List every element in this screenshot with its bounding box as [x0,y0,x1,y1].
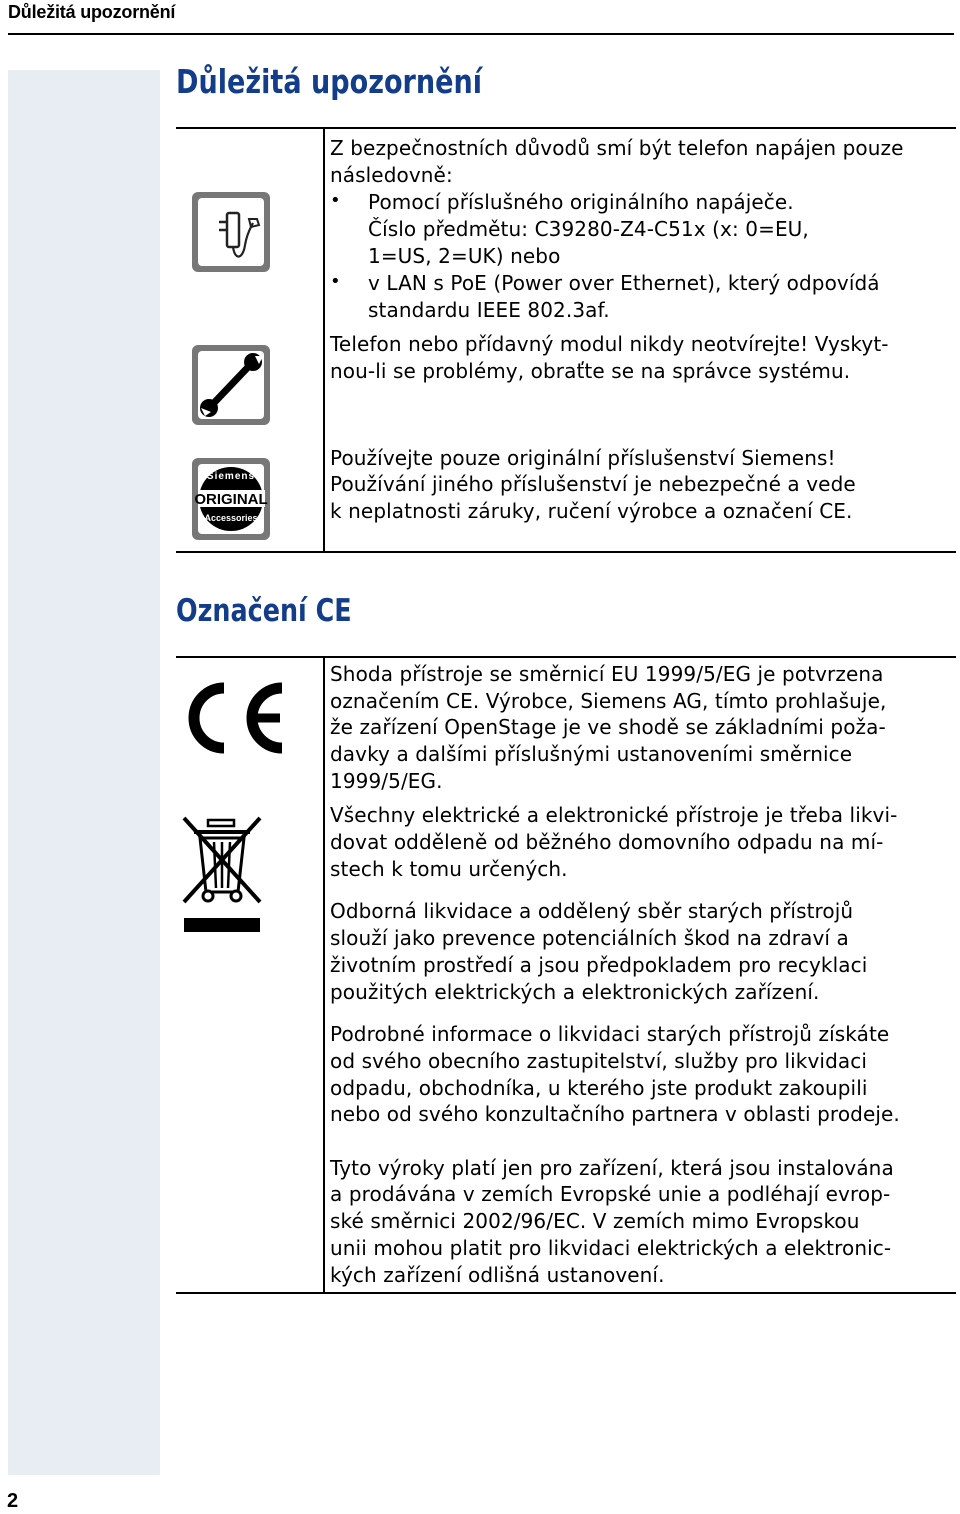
ce-text-line-5: 1999/5/EG. [330,769,443,793]
badge-bottom-text: Accessories [204,513,258,523]
weee-para1-line-2: dovat odděleně od běžného domovního odpadu na mí- [330,830,884,854]
weee-para4-line-4: unii mohou platit pro likvidaci elektrických a elektronic- [330,1236,892,1260]
siemens-original-accessories-logo [189,455,275,547]
accessories-line-3: k neplatnosti záruky, ručení výrobce a označení CE. [330,499,853,523]
section2-bottom-rule [176,1292,956,1294]
bullet1-line-1: Pomocí příslušného originálního napáječe. [368,190,794,214]
weee-para2-line-1: Odborná likvidace a oddělený sběr starých přístrojů [330,899,854,923]
weee-para3-line-3: odpadu, obchodníka, u kterého jste produkt zakoupili [330,1076,868,1100]
ce-text-line-3: že zařízení OpenStage je ve shodě se základními poža- [330,715,886,739]
running-header: Důležitá upozornění [8,2,176,22]
section1-column-rule [323,127,325,552]
bullet2-line-2: standardu IEEE 802.3af. [368,298,610,322]
weee-para3-line-1: Podrobné informace o likvidaci starých přístrojů získáte [330,1022,890,1046]
section1-bottom-rule [176,551,956,553]
ce-text-line-2: označením CE. Výrobce, Siemens AG, tímto prohlašuje, [330,689,887,713]
weee-para4-line-3: ské směrnici 2002/96/EC. V zemích mimo Evropskou [330,1209,860,1233]
section-title-ce-marking: Označení CE [176,593,352,629]
weee-para2-line-4: použitých elektrických a elektronických zařízení. [330,980,820,1004]
section2-top-rule [176,656,956,658]
bullet-marker: • [330,271,341,292]
bullet1-line-2: Číslo předmětu: C39280-Z4-C51x (x: 0=EU, [368,217,809,241]
repair-line-1: Telefon nebo přídavný modul nikdy neotvírejte! Vyskyt- [330,332,889,356]
margin-band [8,70,160,1475]
power-intro-line-1: Z bezpečnostních důvodů smí být telefon napájen pouze [330,136,904,160]
ce-text-line-4: davky a dalšími příslušnými ustanoveními směrnice [330,742,853,766]
weee-para4-line-5: kých zařízení odlišná ustanovení. [330,1263,665,1287]
ce-mark-icon [180,680,286,760]
badge-middle-text: ORIGINAL [194,491,268,508]
section1-top-rule [176,127,956,129]
ce-text-line-1: Shoda přístroje se směrnicí EU 1999/5/EG je potvrzena [330,662,884,686]
weee-para4-line-1: Tyto výroky platí jen pro zařízení, která jsou instalována [330,1156,894,1180]
weee-para2-line-3: životním prostředí a jsou předpokladem pro recyklaci [330,953,868,977]
repair-line-2: nou-li se problémy, obraťte se na správce systému. [330,359,851,383]
bullet-marker: • [330,190,341,211]
power-intro-line-2: následovně: [330,163,453,187]
weee-para1-line-3: stech k tomu určených. [330,857,568,881]
weee-para2-line-2: slouží jako prevence potenciálních škod na zdraví a [330,926,849,950]
wrench-icon [189,342,275,432]
weee-para4-line-2: a prodávána v zemích Evropské unie a podléhají evrop- [330,1182,891,1206]
bullet2-line-1: v LAN s PoE (Power over Ethernet), který odpovídá [368,271,880,295]
power-adapter-icon [189,189,275,279]
badge-top-text: Siemens [206,471,256,482]
accessories-line-2: Používání jiného příslušenství je nebezpečné a vede [330,472,856,496]
page-number: 2 [7,1490,19,1512]
weee-bin-icon [180,814,264,940]
section-title-important-notices: Důležitá upozornění [176,62,483,101]
header-rule [8,33,954,35]
accessories-line-1: Používejte pouze originální příslušenství Siemens! [330,446,836,470]
weee-para3-line-2: od svého obecního zastupitelství, služby pro likvidaci [330,1049,867,1073]
weee-para3-line-4: nebo od svého konzultačního partnera v oblasti prodeje. [330,1102,900,1126]
weee-para1-line-1: Všechny elektrické a elektronické přístroje je třeba likvi- [330,803,898,827]
bullet1-line-3: 1=US, 2=UK) nebo [368,244,561,268]
section2-column-rule [323,656,325,1293]
